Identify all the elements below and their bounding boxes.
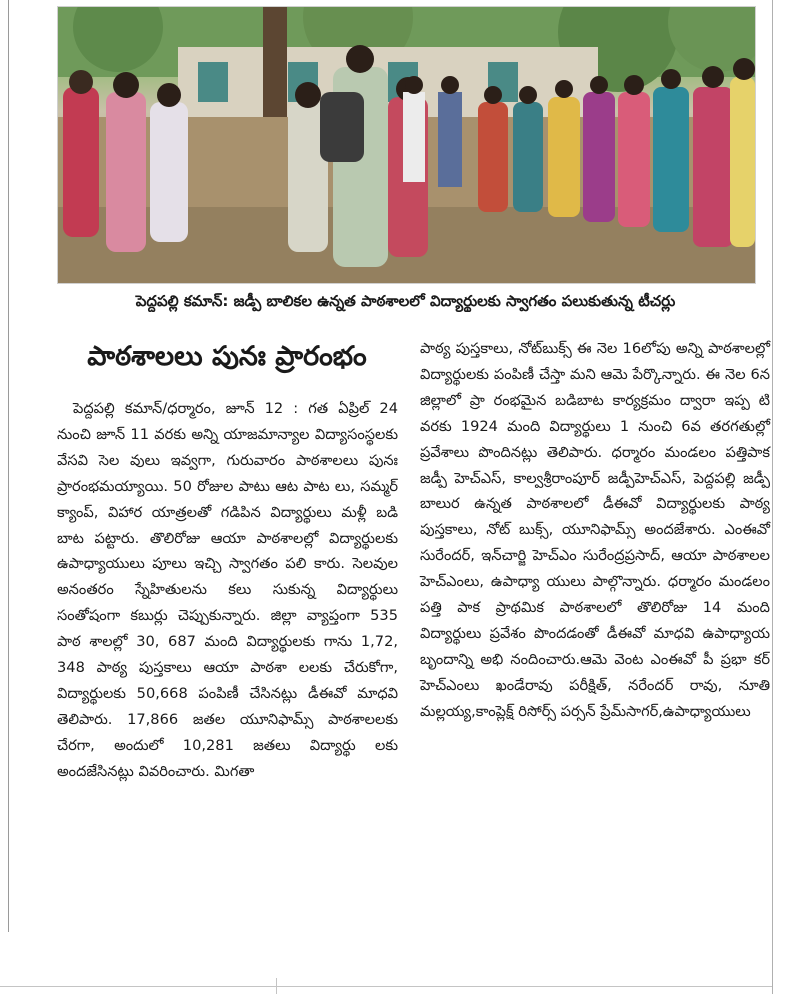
right-margin-rule <box>772 0 773 994</box>
news-photo <box>57 6 756 284</box>
article-headline: పాఠశాలలు పునః ప్రారంభం <box>87 341 367 372</box>
photo-caption: పెద్దపల్లి కమాన్: జడ్పీ బాలికల ఉన్నత పాఠశాలలో విద్యార్థులకు స్వాగతం పలుకుతున్న టీచర్లు <box>135 292 676 310</box>
left-margin-rule <box>8 0 9 932</box>
bottom-column-tick <box>276 978 277 994</box>
article-text-left: పెద్దపల్లి కమాన్/ధర్మారం, జూన్ 12 : గత ఏప్రిల్ 24 నుంచి జూన్ 11 వరకు అన్ని యాజమాన్యాల విద్యాసంస్థలకు వేసవి సెల వులు ఇవ్వగా, గురువారం పాఠశాలలు పునః ప్రారంభమయ్యాయి. 50 రోజుల పాటు ఆట పాట లు, సమ్మర్ క్యాంప్, విహార యాత్రలతో గడిపిన విద్యార్థులు మళ్లీ బడి బాట పట్టారు. తొలిరోజు ఆయా పాఠశాలల్లో విద్యార్థులకు ఉపాధ్యాయులు పూలు ఇచ్చి స్వాగతం పలి కారు. సెలవుల అనంతరం స్నేహితులను కలు సుకున్న విద్యార్థులు సంతోషంగా కబుర్లు చెప్పుకున్నారు. జిల్లా వ్యాప్తంగా 535 పాఠ శాలల్లో 30, 687 మంది విద్యార్థులకు గాను 1,72, 348 పాఠ్య పుస్తకాలు ఆయా పాఠశా లలకు చేరుకోగా, విద్యార్థులకు 50,668 పంపిణీ చేసినట్లు డీఈవో మాధవి తెలిపారు. 17,866 జతల యూనిఫామ్స్ పాఠశాలలకు చేరగా, అందులో 10,281 జతలు విద్యార్థు లకు అందజేసినట్లు వివరించారు. మిగతా <box>57 400 398 780</box>
photo-icon <box>58 7 755 283</box>
bottom-rule <box>0 986 772 987</box>
article-column-left <box>57 396 398 785</box>
article-column-right <box>420 336 770 725</box>
article-text-right: పాఠ్య పుస్తకాలు, నోట్‌బుక్స్ ఈ నెల 16లోపు అన్ని పాఠశాలల్లో విద్యార్థులకు పంపిణీ చేస్తా మని ఆమె పేర్కొన్నారు. ఈ నెల 6న జిల్లాలో ప్రా రంభమైన బడిబాట కార్యక్రమం ద్వారా ఇప్ప టి వరకు 1924 మంది విద్యార్థులు 1 నుంచి 6వ తరగతుల్లో ప్రవేశాలు పొందినట్లు తెలిపారు. ధర్మారం మండలం పత్తిపాక జడ్పీ హెచ్ఎస్, కాల్వశ్రీరాంపూర్ జడ్పీహెచ్ఎస్, పెద్దపల్లి జడ్పీ బాలుర ఉన్నత పాఠశాలలో డీఈవో విద్యార్థులకు పాఠ్య పుస్తకాలు, నోట్ బుక్స్, యూనిఫామ్స్ అందజేశారు. ఎంఈవో సురేందర్, ఇన్‌చార్జి హెచ్ఎం సురేంద్రప్రసాద్, ఆయా పాఠశాలల హెచ్ఎంలు, ఉపాధ్యా యులు పాల్గొన్నారు. ధర్మారం మండలం పత్తి పాక ప్రాథమిక పాఠశాలలో తొలిరోజు 14 మంది విద్యార్థులు ప్రవేశం పొందడంతో డీఈవో మాధవి ఉపాధ్యాయ బృందాన్ని అభి నందించారు.ఆమె వెంట ఎంఈవో పీ ప్రభా కర్ హెచ్ఎంలు ఖండేరావు పరీక్షిత్, నరేందర్ రావు, నూతి మల్లయ్య,కాంప్లెక్ష్ రిసోర్స్ పర్సన్ ప్రేమ్‌సాగర్,ఉపాధ్యాయులు <box>420 340 770 720</box>
